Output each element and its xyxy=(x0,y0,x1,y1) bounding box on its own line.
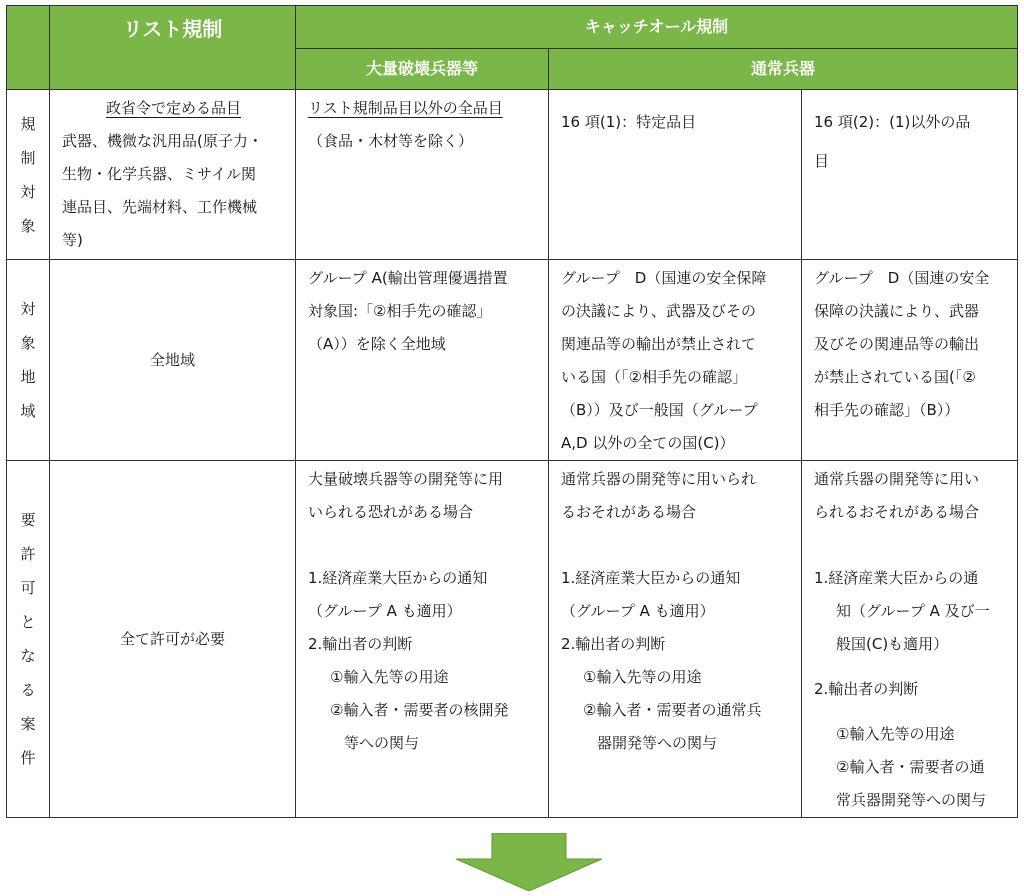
conv1-target-items-cell: 16 項(1)：特定品目 xyxy=(549,90,802,260)
wmd-target-region-cell: グループ A(輸出管理優遇措置 対象国:「②相手先の確認」 （A））を除く全地域 xyxy=(296,260,549,461)
row-label-license-cases: 要 許 可 と な る 案 件 xyxy=(7,461,50,818)
list-license-cell: 全て許可が必要 xyxy=(50,461,296,818)
list-target-region-cell: 全地域 xyxy=(50,260,296,461)
row-label-target-region: 対 象 地 域 xyxy=(7,260,50,461)
wmd-header: 大量破壊兵器等 xyxy=(296,49,549,90)
conv1-target-region-cell: グループ D（国連の安全保障 の決議により、武器及びその 関連品等の輸出が禁止されて いる国（「②相手先の確認」 （B））及び一般国（グループ A,D 以外の全ての国(C)） xyxy=(549,260,802,461)
list-target-items-cell: 政省令で定める品目 武器、機微な汎用品(原子力・ 生物・化学兵器、ミサイル関 連品目、先端材料、工作機械 等) xyxy=(50,90,296,260)
wmd-license-cell: 大量破壊兵器等の開発等に用 いられる恐れがある場合 1.経済産業大臣からの通知 （グループ A も適用） 2.輸出者の判断 ①輸入先等の用途 ②輸入者・需要者の核開発 等への関与 xyxy=(296,461,549,818)
wmd-target-title: リスト規制品目以外の全品目 xyxy=(308,99,503,117)
row-label-target-items: 規 制 対 象 xyxy=(7,90,50,260)
conv2-license-cell: 通常兵器の開発等に用い られるおそれがある場合 1.経済産業大臣からの通 知（グループ A 及び一 般国(C)も適用） 2.輸出者の判断 ①輸入先等の用途 ②輸入者・需要者の通 常兵器開発等への関与 xyxy=(802,461,1018,818)
list-target-title: 政省令で定める品目 xyxy=(105,99,241,117)
down-arrow-icon xyxy=(456,833,602,891)
corner-header xyxy=(7,6,50,90)
regulation-table xyxy=(6,5,1018,818)
conventional-header: 通常兵器 xyxy=(549,49,1018,90)
conv2-target-items-cell: 16 項(2)：(1)以外の品 目 xyxy=(802,90,1018,260)
catch-all-header: キャッチオール規制 xyxy=(296,6,1018,49)
list-regulation-header: リスト規制 xyxy=(50,6,296,90)
conv2-target-region-cell: グループ D（国連の安全 保障の決議により、武器 及びその関連品等の輸出 が禁止されている国(「② 相手先の確認」（B）） xyxy=(802,260,1018,461)
wmd-target-items-cell: リスト規制品目以外の全品目 （食品・木材等を除く） xyxy=(296,90,549,260)
conv1-license-cell: 通常兵器の開発等に用いられ るおそれがある場合 1.経済産業大臣からの通知 （グループ A も適用） 2.輸出者の判断 ①輸入先等の用途 ②輸入者・需要者の通常兵 器開発等への関与 xyxy=(549,461,802,818)
